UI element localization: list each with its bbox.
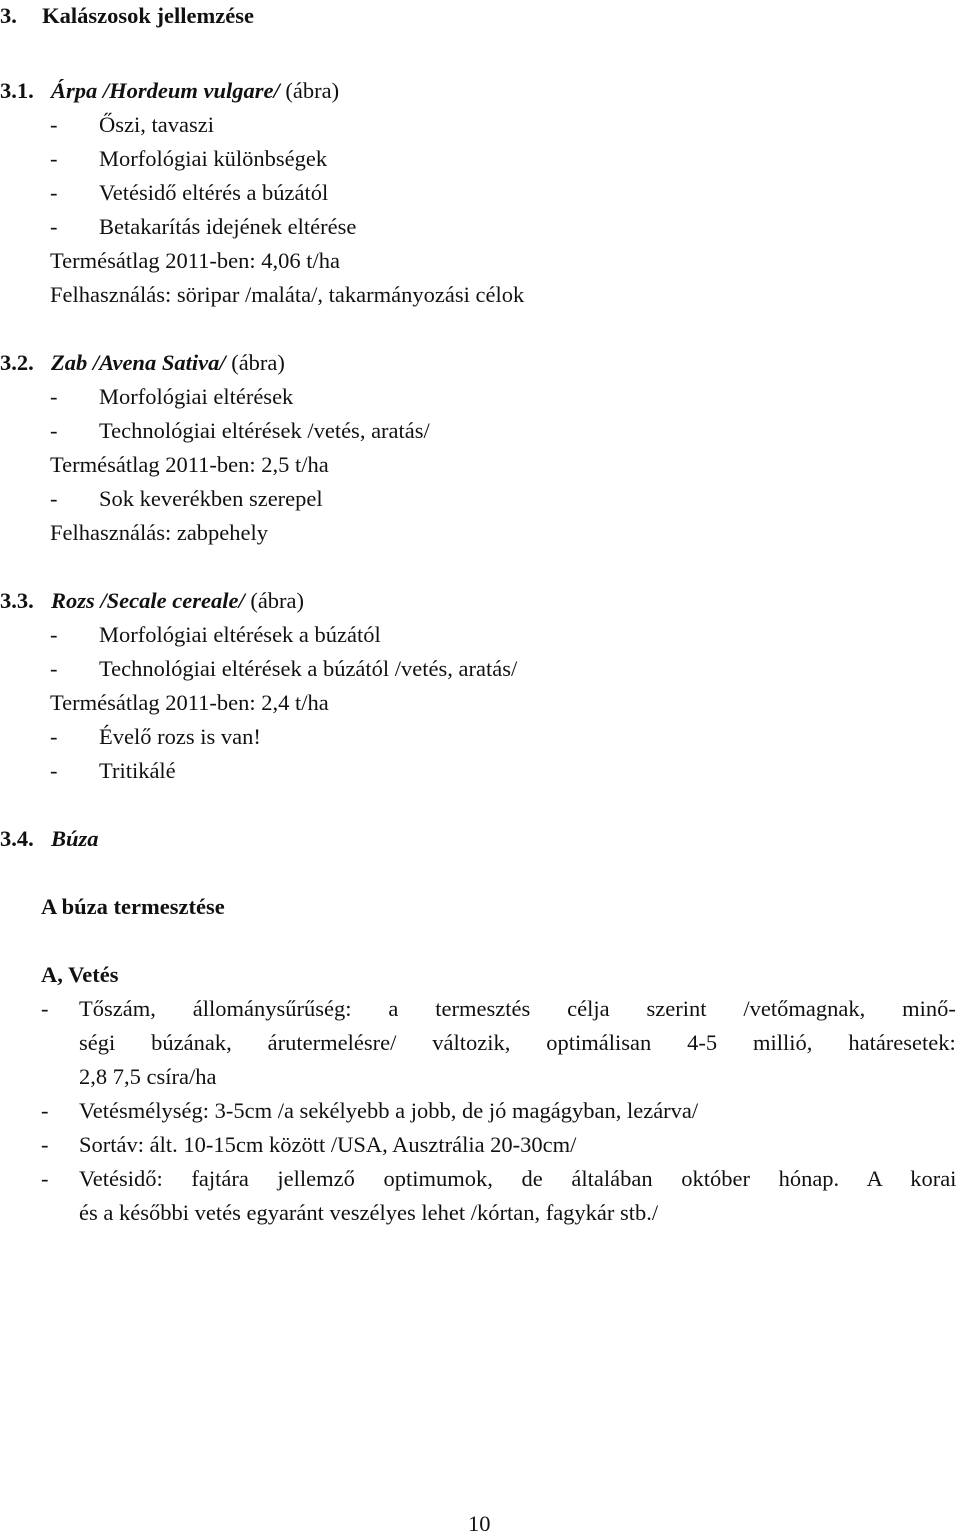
list-item-line: Vetésidő: fajtára jellemző optimumok, de általában október hónap. A korai bbox=[79, 1166, 957, 1191]
section-title-latin: Árpa /Hordeum vulgare/ bbox=[51, 78, 280, 103]
section-number: 3.1. bbox=[0, 78, 34, 103]
section-3-3-title bbox=[0, 587, 304, 615]
usage-text: Felhasználás: söripar /maláta/, takarmányozási célok bbox=[50, 282, 525, 307]
page-number: 10 bbox=[468, 1511, 491, 1536]
section-title-latin: Rozs /Secale cereale/ bbox=[51, 588, 245, 613]
section-3-2-title bbox=[0, 349, 285, 377]
section-3-4-title bbox=[0, 825, 99, 853]
section-number: 3.3. bbox=[0, 588, 34, 613]
usage-text: Felhasználás: zabpehely bbox=[50, 520, 269, 545]
section-number: 3.4. bbox=[0, 826, 34, 851]
subsection-title: A búza termesztése bbox=[41, 894, 225, 919]
section-title-latin: Zab /Avena Sativa/ bbox=[51, 350, 226, 375]
section-3-1-title bbox=[0, 77, 339, 105]
chapter-title: Kalászosok jellemzése bbox=[42, 3, 254, 28]
section-title-suffix: (ábra) bbox=[244, 588, 305, 613]
yield-text: Termésátlag 2011-ben: 2,4 t/ha bbox=[50, 690, 329, 715]
subsection-a-title: A, Vetés bbox=[41, 962, 119, 987]
section-title-suffix: (ábra) bbox=[225, 350, 285, 375]
section-title-suffix: (ábra) bbox=[279, 78, 340, 103]
section-title: Búza bbox=[51, 826, 99, 851]
chapter-heading bbox=[0, 2, 254, 30]
chapter-number: 3. bbox=[0, 3, 17, 28]
list-item-line: ségi búzának, árutermelésre/ változik, optimálisan 4-5 millió, határesetek: bbox=[79, 1030, 956, 1055]
section-number: 3.2. bbox=[0, 350, 34, 375]
list-item-line: 2,8 7,5 csíra/ha bbox=[79, 1064, 217, 1089]
yield-text: Termésátlag 2011-ben: 2,5 t/ha bbox=[50, 452, 329, 477]
yield-text: Termésátlag 2011-ben: 4,06 t/ha bbox=[50, 248, 341, 273]
list-item-line: és a későbbi vetés egyaránt veszélyes lehet /kórtan, fagykár stb./ bbox=[79, 1200, 659, 1225]
list-item-line: Tőszám, állománysűrűség: a termesztés célja szerint /vetőmagnak, minő- bbox=[79, 996, 956, 1021]
